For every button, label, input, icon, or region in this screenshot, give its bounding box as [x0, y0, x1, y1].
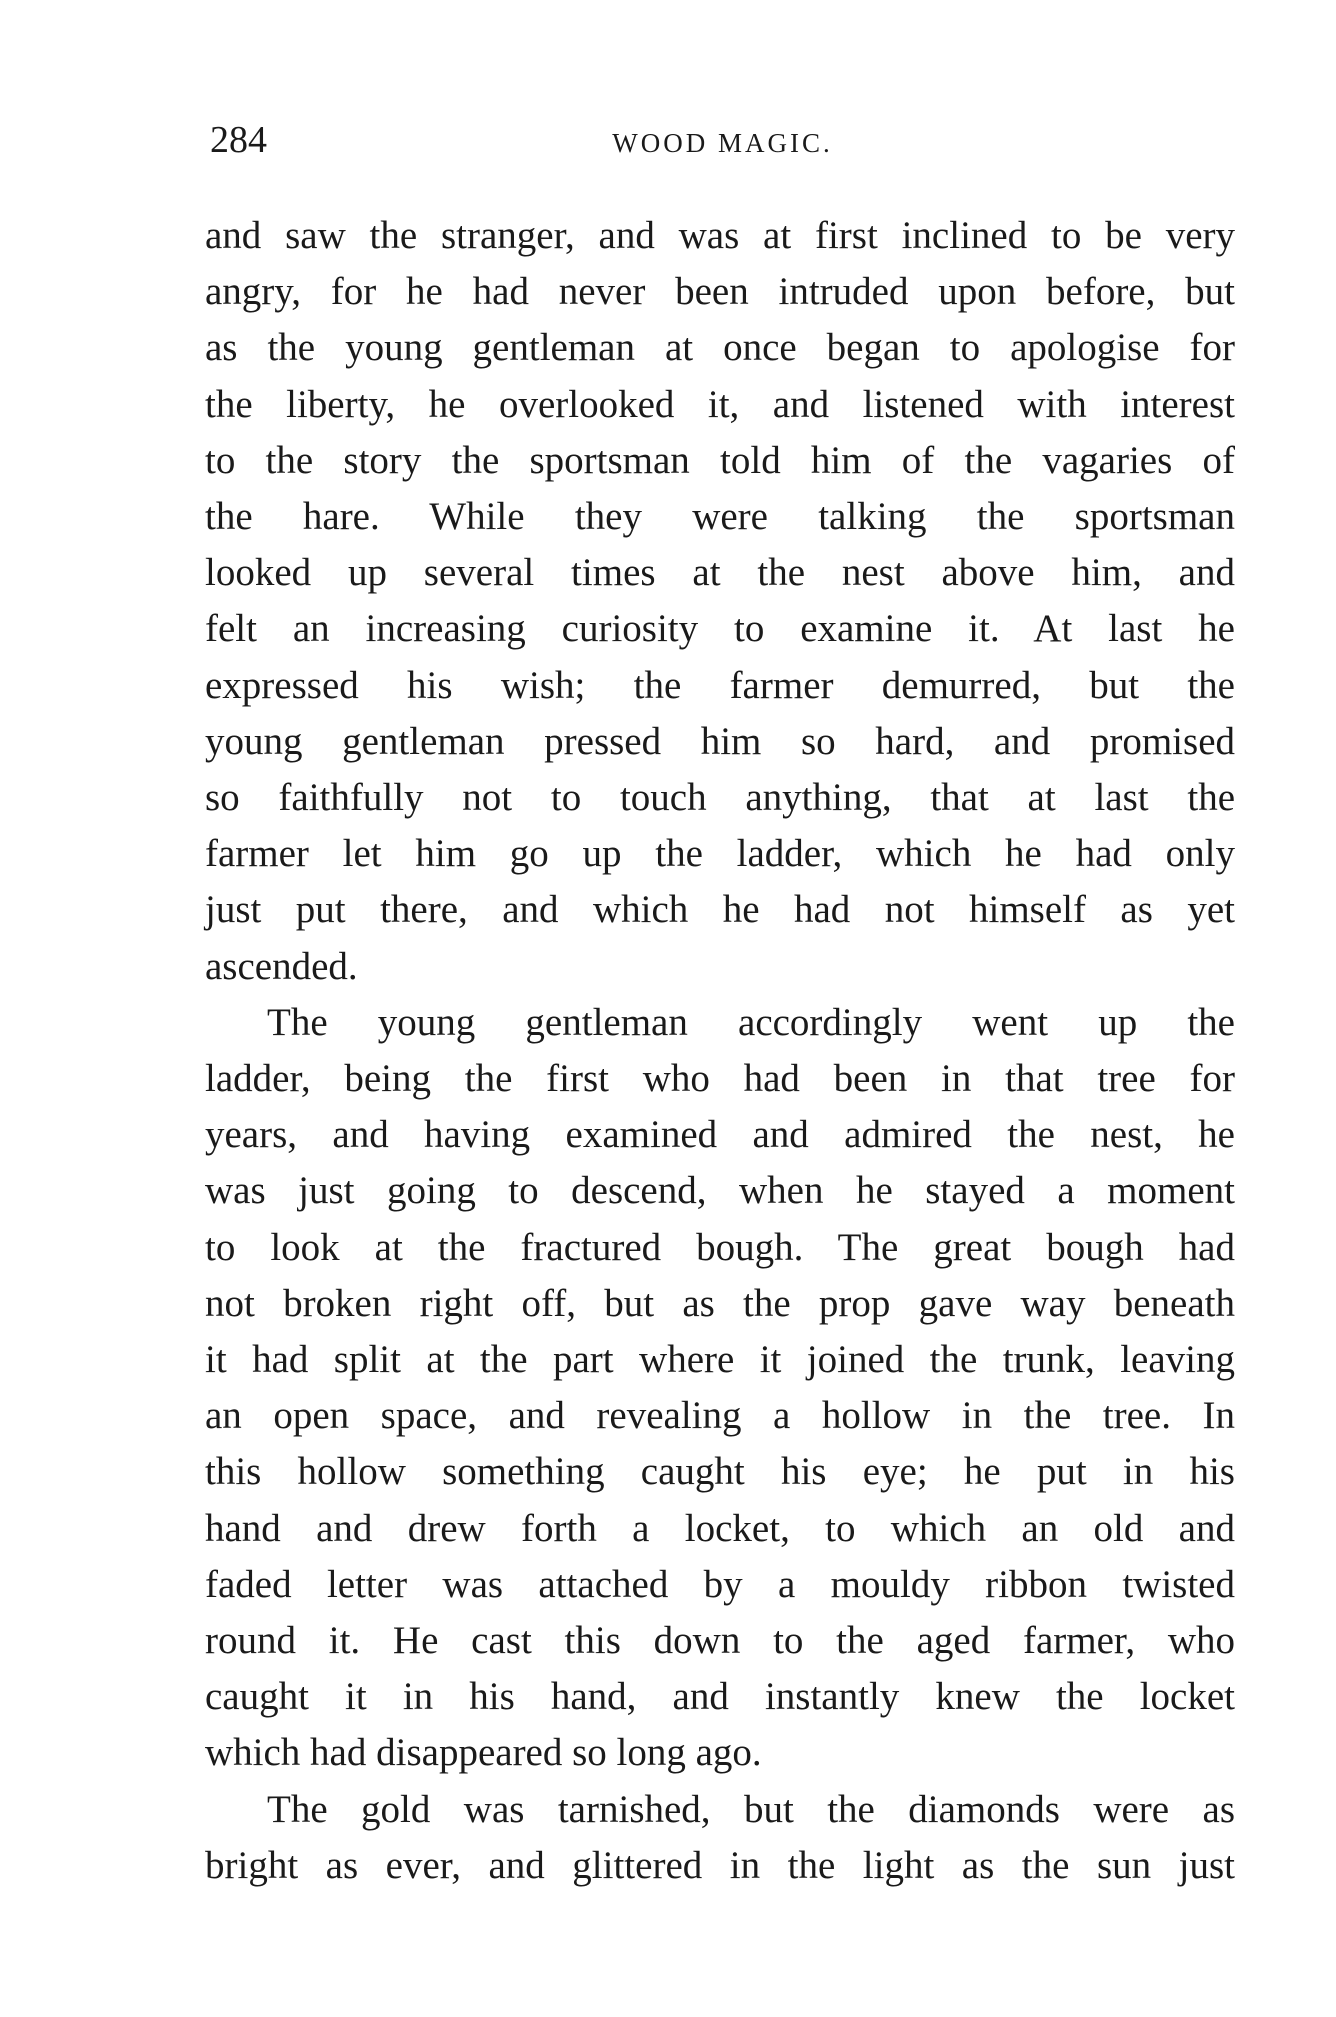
- text-line: was just going to descend, when he stayed a moment: [205, 1169, 1235, 1213]
- paragraph-1: [205, 208, 1235, 995]
- text-line: ladder, being the first who had been in that tree for: [205, 1057, 1235, 1101]
- running-title: WOOD MAGIC.: [612, 128, 833, 158]
- text-line: the hare. While they were talking the sportsman: [205, 495, 1235, 539]
- page-number: 284: [210, 119, 267, 161]
- text-line: round it. He cast this down to the aged farmer, who: [205, 1619, 1235, 1663]
- paragraph-2: [205, 995, 1235, 1782]
- text-line: this hollow something caught his eye; he put in his: [205, 1450, 1235, 1494]
- text-line: to the story the sportsman told him of the vagaries of: [205, 438, 1235, 482]
- text-line: The young gentleman accordingly went up the: [267, 1000, 1235, 1044]
- text-line: caught it in his hand, and instantly knew the locket: [205, 1675, 1235, 1719]
- text-line: so faithfully not to touch anything, that at last the: [205, 776, 1235, 820]
- text-line: farmer let him go up the ladder, which he had only: [205, 832, 1235, 876]
- text-line: The gold was tarnished, but the diamonds were as: [267, 1787, 1235, 1831]
- text-line: hand and drew forth a locket, to which an old and: [205, 1506, 1235, 1550]
- text-line: looked up several times at the nest above him, and: [205, 551, 1235, 595]
- text-line: it had split at the part where it joined the trunk, leaving: [205, 1338, 1235, 1382]
- text-line: an open space, and revealing a hollow in the tree. In: [205, 1394, 1235, 1438]
- text-line: not broken right off, but as the prop gave way beneath: [205, 1281, 1235, 1325]
- page-header: [210, 118, 1235, 178]
- text-line: which had disappeared so long ago.: [205, 1731, 762, 1775]
- text-line: expressed his wish; the farmer demurred, but the: [205, 663, 1235, 707]
- text-line: bright as ever, and glittered in the light as the sun just: [205, 1843, 1235, 1887]
- text-line: faded letter was attached by a mouldy ribbon twisted: [205, 1562, 1235, 1606]
- text-line: and saw the stranger, and was at first inclined to be very: [205, 214, 1235, 257]
- text-line: to look at the fractured bough. The great bough had: [205, 1225, 1235, 1269]
- body-text: [205, 208, 1235, 1894]
- text-line: just put there, and which he had not himself as yet: [205, 888, 1235, 932]
- text-line: the liberty, he overlooked it, and listened with interest: [205, 382, 1235, 426]
- text-line: as the young gentleman at once began to apologise for: [205, 326, 1235, 370]
- text-line: felt an increasing curiosity to examine it. At last he: [205, 607, 1235, 651]
- text-line: young gentleman pressed him so hard, and promised: [205, 719, 1235, 763]
- text-line: angry, for he had never been intruded upon before, but: [205, 270, 1235, 314]
- paragraph-3: [205, 1782, 1235, 1894]
- text-line: years, and having examined and admired the nest, he: [205, 1113, 1235, 1157]
- text-line: ascended.: [205, 944, 358, 988]
